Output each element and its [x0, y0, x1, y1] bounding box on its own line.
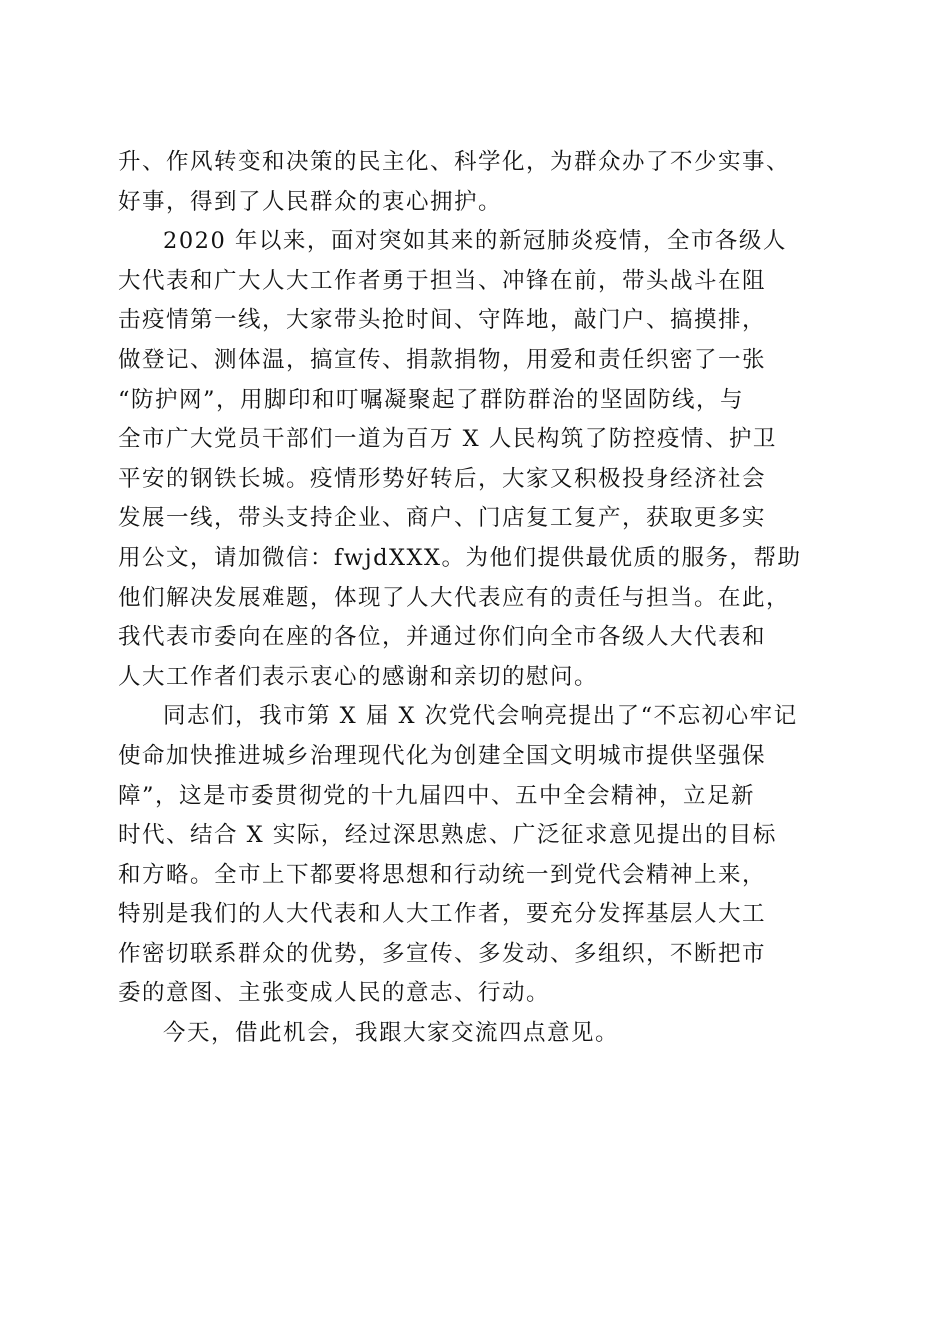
text-line: 发展一线，带头支持企业、商户、门店复工复产，获取更多实	[118, 505, 767, 532]
text-line: 做登记、测体温，搞宣传、捐款捐物，用爱和责任织密了一张	[118, 346, 767, 373]
text-line: 障”，这是市委贯彻党的十九届四中、五中全会精神，立足新	[118, 782, 756, 809]
text-line: 作密切联系群众的优势，多宣传、多发动、多组织，不断把市	[118, 940, 767, 967]
text-line: 和方略。全市上下都要将思想和行动统一到党代会精神上来，	[118, 861, 767, 888]
text-line: “防护网”，用脚印和叮嘱凝聚起了群防群治的坚固防线，与	[118, 386, 745, 413]
paragraph-start-line: 同志们，我市第 X 届 X 次党代会响亮提出了“不忘初心牢记	[163, 703, 798, 730]
text-line: 使命加快推进城乡治理现代化为创建全国文明城市提供坚强保	[118, 742, 767, 769]
paragraph-start-line: 今天，借此机会，我跟大家交流四点意见。	[163, 1020, 620, 1047]
body-text	[118, 143, 838, 1054]
text-line: 大代表和广大人大工作者勇于担当、冲锋在前，带头战斗在阻	[118, 267, 767, 294]
text-line: 好事，得到了人民群众的衷心拥护。	[118, 188, 503, 215]
text-line: 用公文，请加微信：fwjdXXX。为他们提供最优质的服务，帮助	[118, 544, 802, 571]
text-line: 我代表市委向在座的各位，并通过你们向全市各级人大代表和	[118, 624, 767, 651]
text-line: 升、作风转变和决策的民主化、科学化，为群众办了不少实事、	[118, 149, 791, 175]
text-line: 委的意图、主张变成人民的意志、行动。	[118, 980, 551, 1007]
text-line: 特别是我们的人大代表和人大工作者，要充分发挥基层人大工	[118, 901, 767, 928]
text-line: 人大工作者们表示衷心的感谢和亲切的慰问。	[118, 663, 599, 690]
text-line: 全市广大党员干部们一道为百万 X 人民构筑了防控疫情、护卫	[118, 426, 777, 453]
text-line: 时代、结合 X 实际，经过深思熟虑、广泛征求意见提出的目标	[118, 822, 777, 849]
paragraph-start-line: 2020 年以来，面对突如其来的新冠肺炎疫情，全市各级人	[163, 228, 787, 255]
text-line: 平安的钢铁长城。疫情形势好转后，大家又积极投身经济社会	[118, 465, 767, 492]
text-line: 他们解决发展难题，体现了人大代表应有的责任与担当。在此，	[118, 584, 791, 611]
text-line: 击疫情第一线，大家带头抢时间、守阵地，敲门户、搞摸排，	[118, 307, 767, 334]
